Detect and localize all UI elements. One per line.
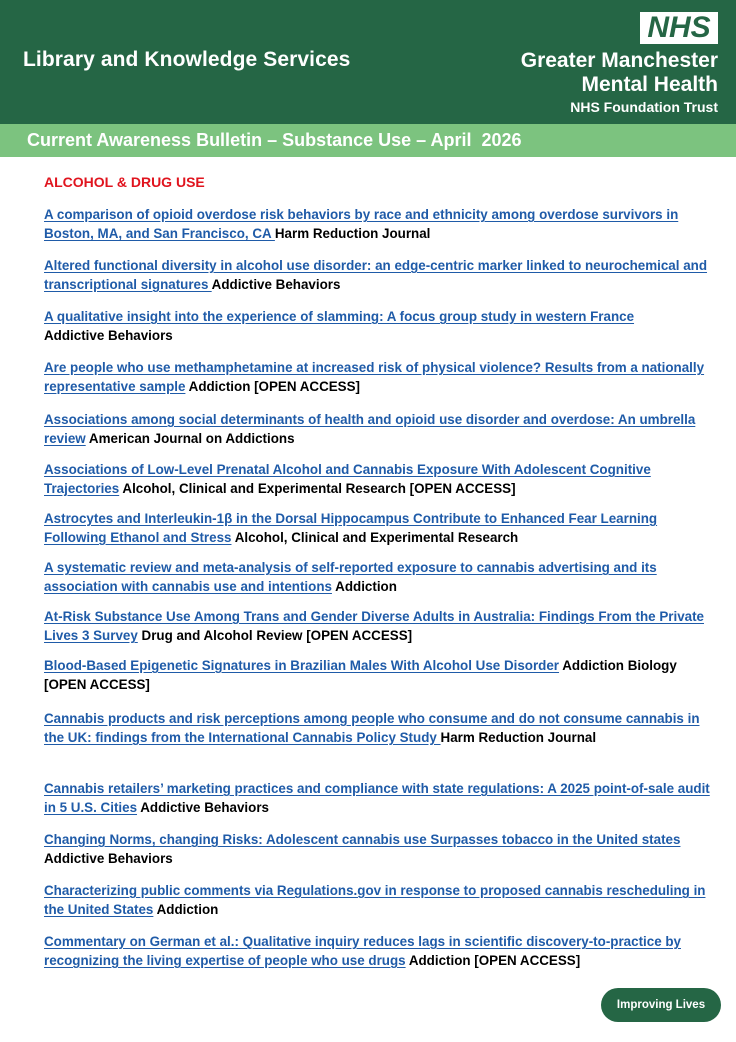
improving-lives-badge: Improving Lives: [601, 988, 721, 1022]
list-item: [44, 307, 712, 345]
list-item: [44, 932, 712, 970]
article-link[interactable]: Blood-Based Epigenetic Signatures in Brazilian Males With Alcohol Use Disorder: [44, 658, 560, 673]
journal-name: Harm Reduction Journal: [274, 226, 431, 241]
list-item: [44, 607, 712, 645]
article-link[interactable]: Cannabis products and risk perceptions among people who consume and do not consume cannabis in the UK: findings from the International Cannabis Policy Study: [44, 711, 700, 745]
library-title: Library and Knowledge Services: [23, 48, 351, 71]
journal-name: Harm Reduction Journal: [440, 730, 597, 745]
list-item: [44, 358, 712, 396]
list-item: [44, 779, 712, 817]
list-item: [44, 460, 712, 498]
journal-name: Addictive Behaviors: [44, 328, 173, 343]
article-link[interactable]: A qualitative insight into the experience of slamming: A focus group study in western France: [44, 309, 635, 324]
list-item: [44, 881, 712, 919]
journal-name: American Journal on Addictions: [85, 431, 295, 446]
list-item: [44, 656, 712, 694]
header-bar: [0, 0, 736, 124]
journal-name: Addictive Behaviors: [211, 277, 341, 292]
list-item: [44, 709, 712, 747]
article-link[interactable]: At-Risk Substance Use Among Trans and Gender Diverse Adults in Australia: Findings From the Private Lives 3 Survey: [44, 609, 704, 643]
journal-name: Alcohol, Clinical and Experimental Research: [231, 530, 519, 545]
list-item: [44, 509, 712, 547]
section-heading: ALCOHOL & DRUG USE: [44, 174, 205, 190]
article-link[interactable]: Associations of Low-Level Prenatal Alcohol and Cannabis Exposure With Adolescent Cognitive Trajectories: [44, 462, 651, 496]
article-link[interactable]: Altered functional diversity in alcohol use disorder: an edge-centric marker linked to neurochemical and transcriptional signatures: [44, 258, 708, 292]
trust-line-1: Greater Manchester: [520, 49, 718, 72]
nhs-logo: NHS: [640, 12, 718, 44]
list-item: [44, 558, 712, 596]
journal-name: Addiction: [153, 902, 219, 917]
list-item: [44, 205, 712, 243]
journal-name: Addiction [OPEN ACCESS]: [405, 953, 581, 968]
list-item: [44, 256, 712, 294]
trust-line-2: Mental Health: [581, 73, 718, 96]
list-item: [44, 830, 712, 868]
journal-name: Addiction: [331, 579, 397, 594]
article-link[interactable]: Commentary on German et al.: Qualitative inquiry reduces lags in scientific discovery-to-practice by recognizing the living expertise of people who use drugs: [44, 934, 681, 968]
article-link[interactable]: Changing Norms, changing Risks: Adolescent cannabis use Surpasses tobacco in the United states: [44, 832, 681, 847]
journal-name: Alcohol, Clinical and Experimental Research [OPEN ACCESS]: [119, 481, 516, 496]
article-link[interactable]: Associations among social determinants of health and opioid use disorder and overdose: An umbrella review: [44, 412, 696, 446]
bulletin-title: Current Awareness Bulletin – Substance Use – April 2026: [27, 130, 522, 150]
article-link[interactable]: A comparison of opioid overdose risk behaviors by race and ethnicity among overdose survivors in Boston, MA, and San Francisco, CA: [44, 207, 679, 241]
journal-name: Addiction Biology [OPEN ACCESS]: [44, 658, 677, 692]
journal-name: Addiction [OPEN ACCESS]: [185, 379, 360, 394]
article-link[interactable]: Cannabis retailers’ marketing practices and compliance with state regulations: A 2025 point-of-sale audit in 5 U.S. Cities: [44, 781, 710, 815]
article-link[interactable]: Astrocytes and Interleukin-1β in the Dorsal Hippocampus Contribute to Enhanced Fear Learning Following Ethanol and Stress: [44, 511, 658, 545]
article-link[interactable]: Are people who use methamphetamine at increased risk of physical violence? Results from a nationally representative sample: [44, 360, 705, 394]
article-link[interactable]: Characterizing public comments via Regulations.gov in response to proposed cannabis rescheduling in the United States: [44, 883, 706, 917]
article-link[interactable]: A systematic review and meta-analysis of self-reported exposure to cannabis advertising and its association with cannabis use and intentions: [44, 560, 657, 594]
journal-name: Drug and Alcohol Review [OPEN ACCESS]: [137, 628, 413, 643]
trust-line-3: NHS Foundation Trust: [570, 99, 718, 115]
journal-name: Addictive Behaviors: [44, 851, 173, 866]
bulletin-banner: [0, 124, 736, 157]
list-item: [44, 410, 712, 448]
trust-name: [521, 49, 718, 116]
journal-name: Addictive Behaviors: [137, 800, 269, 815]
